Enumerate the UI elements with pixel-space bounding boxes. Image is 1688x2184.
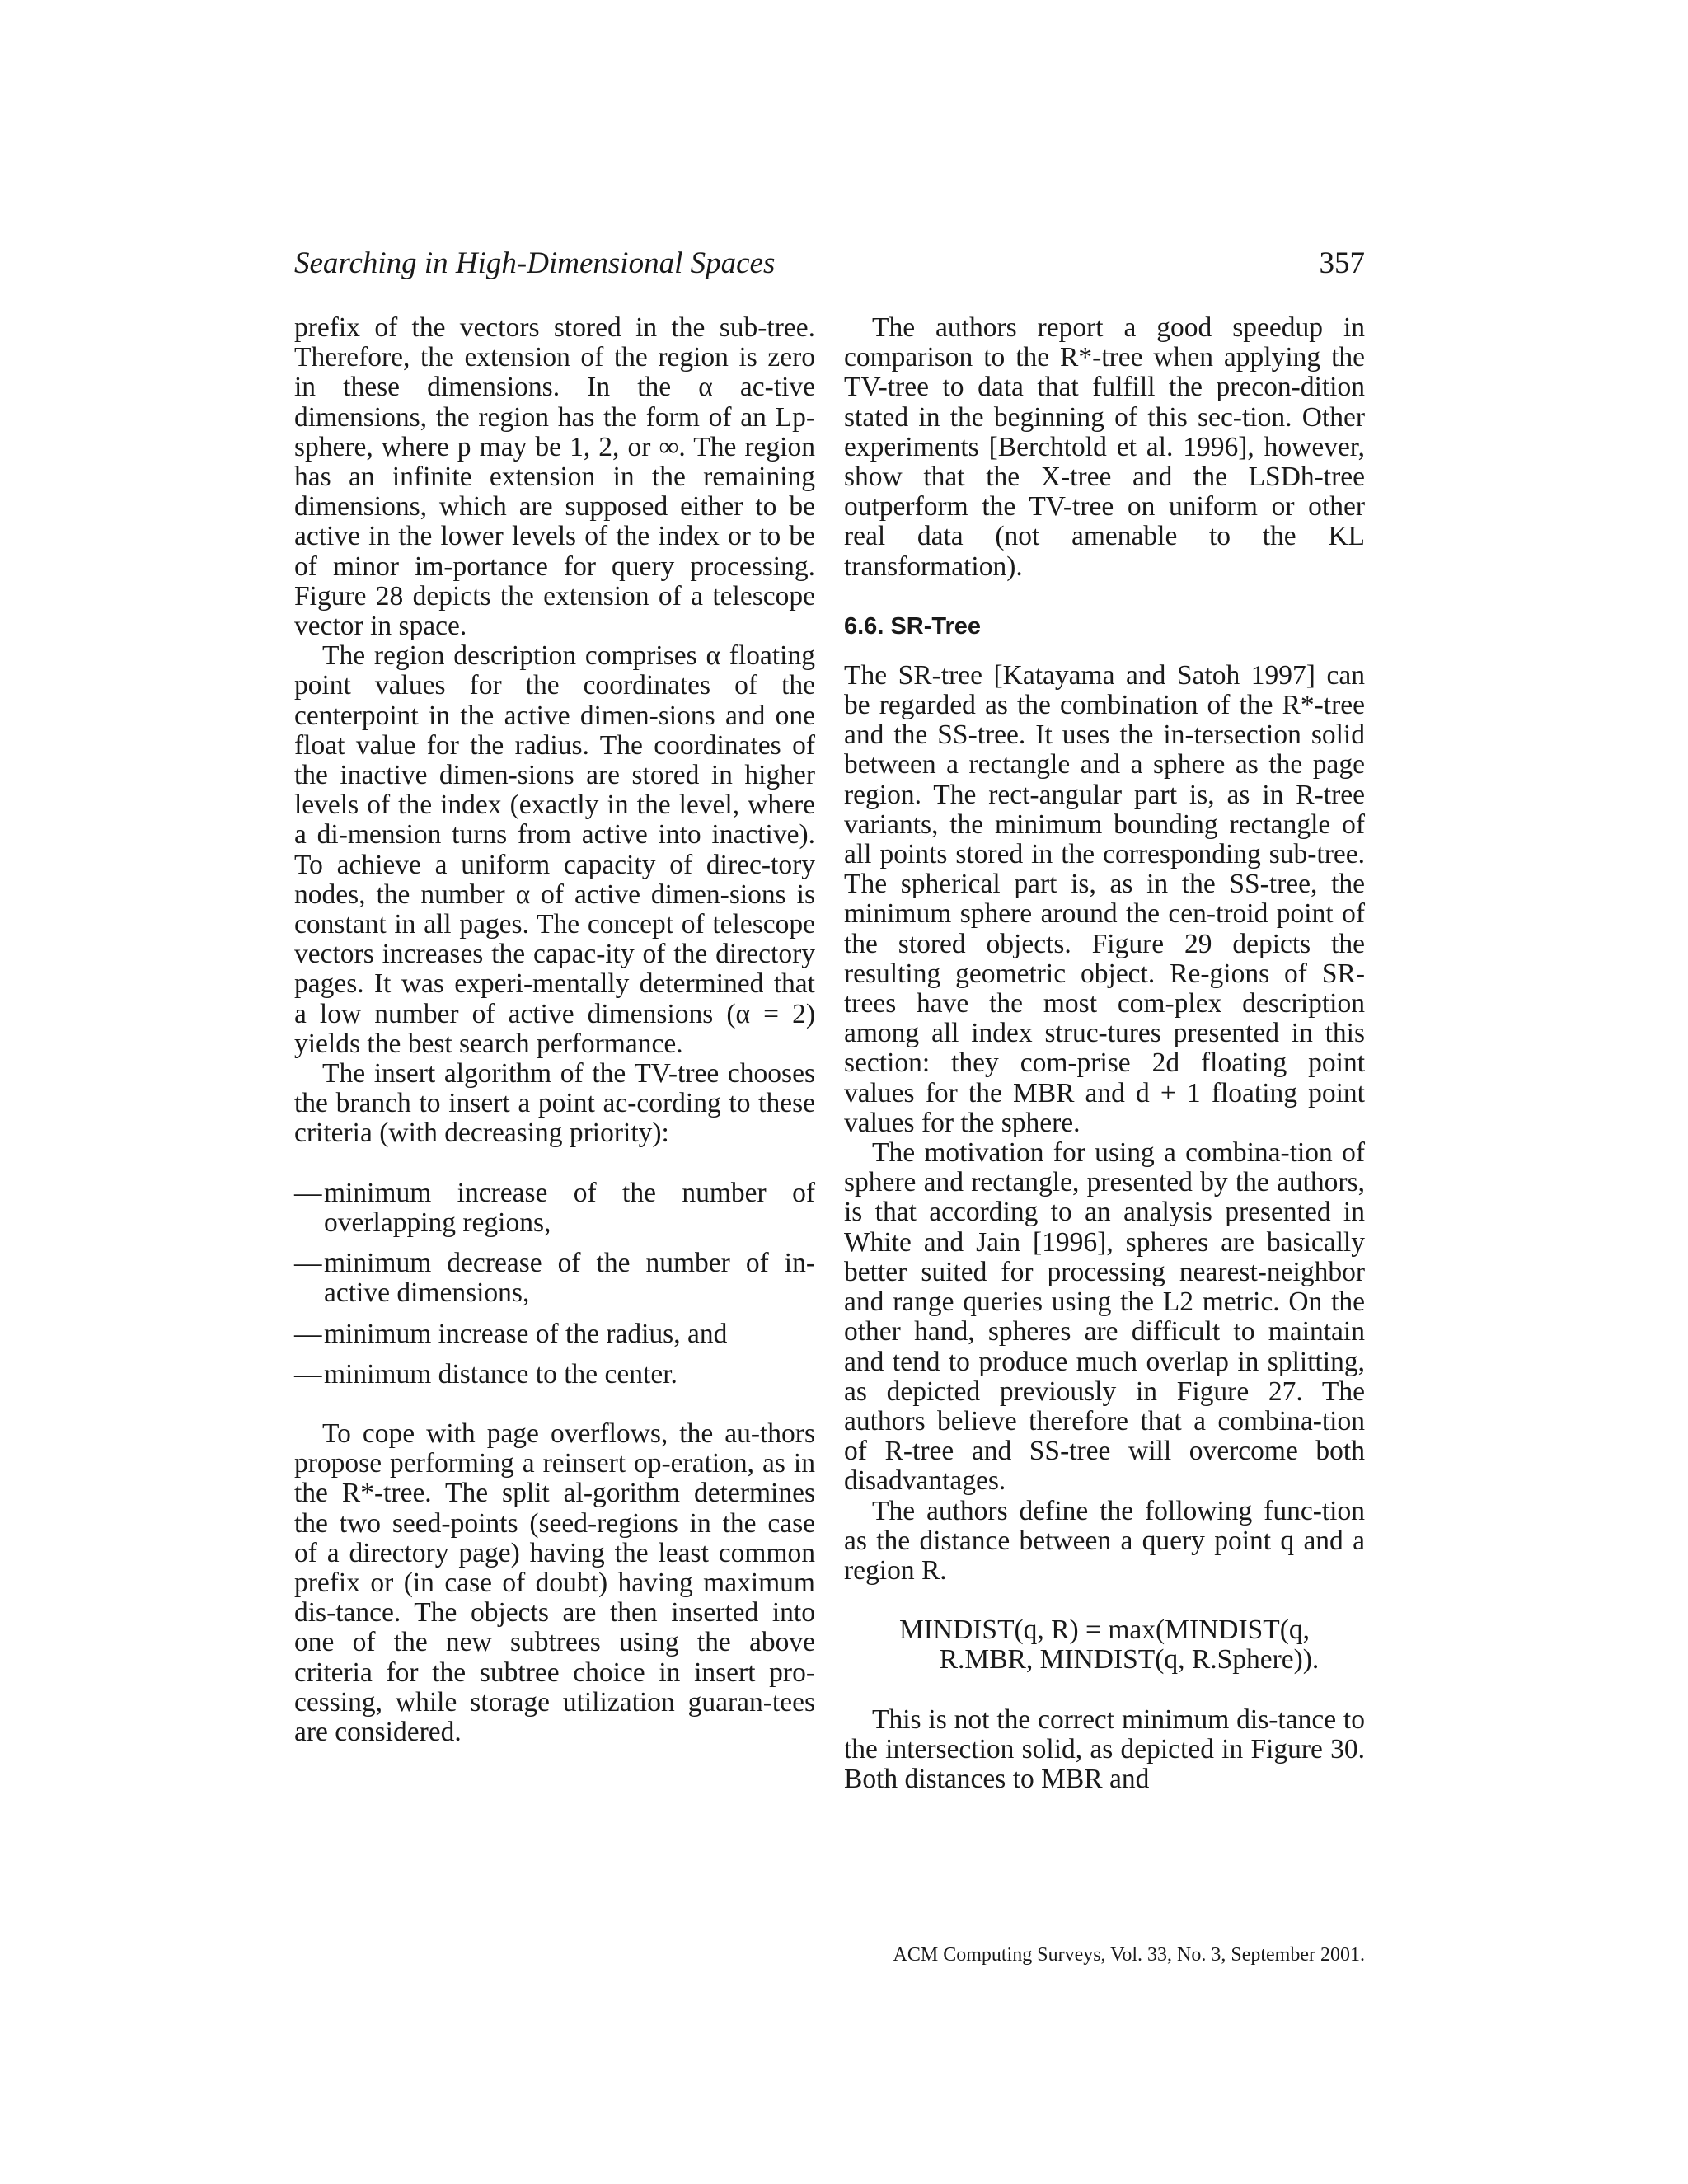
section-heading: 6.6. SR-Tree xyxy=(844,612,982,640)
page-number: 357 xyxy=(1319,246,1365,280)
list-item: — minimum increase of the number of overlapping regions, xyxy=(294,1179,815,1238)
equation-line-1: MINDIST(q, R) = max(MINDIST(q, xyxy=(898,1615,1311,1646)
paragraph: The authors define the following func-tion as the distance between a query point q and a region R. xyxy=(844,1495,1365,1586)
right-column xyxy=(844,313,1365,1794)
running-head: Searching in High-Dimensional Spaces xyxy=(294,246,776,280)
paragraph: The motivation for using a combina-tion of sphere and rectangle, presented by the authors, is that according to an analysis presented in White and Jain [1996], spheres are basically better suited for processing nearest-neighbor and range queries using the L2 metric. On the other hand, spheres are difficult to maintain and tend to produce much overlap in splitting, as depicted previously in Figure 27. The authors believe therefore that a combina-tion of R-tree and SS-tree will overcome both disadvantages. xyxy=(844,1137,1365,1497)
paragraph: The insert algorithm of the TV-tree chooses the branch to insert a point ac-cording to these criteria (with decreasing priority): xyxy=(294,1058,815,1149)
list-item: — minimum decrease of the number of in-active dimensions, xyxy=(294,1249,815,1308)
paragraph: This is not the correct minimum dis-tance to the intersection solid, as depicted in Figure 30. Both distances to MBR and xyxy=(844,1704,1365,1794)
paragraph: The region description comprises α floating point values for the coordinates of the centerpoint in the active dimen-sions and one float value for the radius. The coordinates of the inactive dimen-sions are stored in higher levels of the index (exactly in the level, where a di-mension turns from active into inactive). To achieve a uniform capacity of direc-tory nodes, the number α of active dimen-sions is constant in all pages. The concept of telescope vectors increases the capac-ity of the directory pages. It was experi-mentally determined that a low number of active dimensions (α = 2) yields the best search performance. xyxy=(294,640,815,1059)
paragraph: The SR-tree [Katayama and Satoh 1997] can be regarded as the combination of the R*-tree and the SS-tree. It uses the in-tersection solid between a rectangle and a sphere as the page region. The rect-angular part is, as in R-tree variants, the minimum bounding rectangle of all points stored in the corresponding sub-tree. The spherical part is, as in the SS-tree, the minimum sphere around the cen-troid point of the stored objects. Figure 29 depicts the resulting geometric object. Re-gions of SR-trees have the most com-plex description among all index struc-tures presented in this section: they com-prise 2d floating point values for the MBR and d + 1 floating point values for the sphere. xyxy=(844,659,1365,1138)
footer-citation: ACM Computing Surveys, Vol. 33, No. 3, September 2001. xyxy=(893,1944,1365,1966)
paragraph: The authors report a good speedup in comparison to the R*-tree when applying the TV-tree to data that fulfill the precon-dition stated in the beginning of this sec-tion. Other experiments [Berchtold et al. 1996], however, show that the X-tree and the LSDh-tree outperform the TV-tree on uniform or other real data (not amenable to the KL transformation). xyxy=(844,312,1365,582)
paragraph: prefix of the vectors stored in the sub-tree. Therefore, the extension of the region is zero in these dimensions. In the α ac-tive dimensions, the region has the form of an Lp-sphere, where p may be 1, 2, or ∞. The region has an infinite extension in the remaining dimensions, which are supposed either to be active in the lower levels of the index or to be of minor im-portance for query processing. Figure 28 depicts the extension of a telescope vector in space. xyxy=(294,312,815,642)
list-item: — minimum distance to the center. xyxy=(294,1360,815,1390)
list-item: — minimum increase of the radius, and xyxy=(294,1319,815,1349)
left-column xyxy=(294,313,815,1747)
equation-line-2: R.MBR, MINDIST(q, R.Sphere)). xyxy=(939,1644,1320,1675)
criteria-list xyxy=(294,1179,815,1390)
paragraph: To cope with page overflows, the au-thors propose performing a reinsert op-eration, as in the R*-tree. The split al-gorithm determines the two seed-points (seed-regions in the case of a directory page) having the least common prefix or (in case of doubt) having maximum dis-tance. The objects are then inserted into one of the new subtrees using the above criteria for the subtree choice in insert pro-cessing, while storage utilization guaran-tees are considered. xyxy=(294,1418,815,1747)
equation xyxy=(844,1615,1365,1675)
